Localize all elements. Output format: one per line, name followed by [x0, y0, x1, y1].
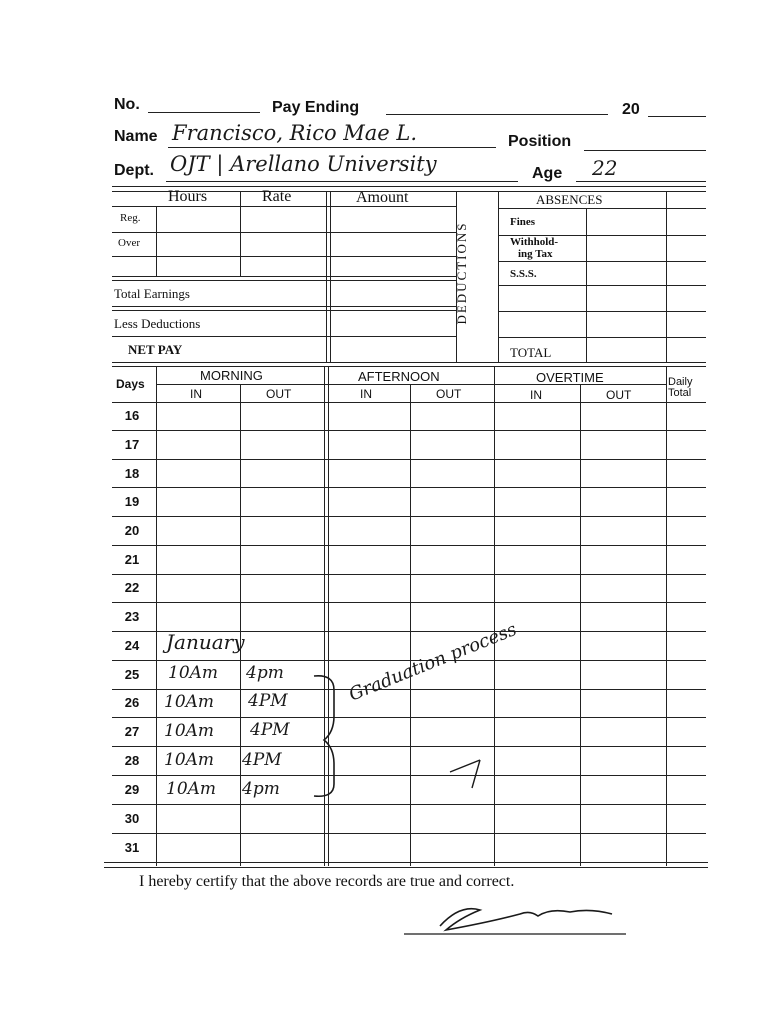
age-label: Age: [532, 165, 563, 182]
name-field-line: [168, 147, 496, 148]
day-30: 30: [124, 811, 140, 826]
afternoon-out-label: OUT: [436, 387, 462, 401]
overtime-label: OVERTIME: [536, 370, 604, 385]
entry-29-out: 4pm: [242, 779, 280, 799]
morning-out-label: OUT: [266, 387, 292, 401]
col-hours: Hours: [168, 188, 208, 205]
row-over: Over: [118, 237, 140, 249]
entry-28-in: 10Am: [164, 750, 215, 770]
position-field[interactable]: [584, 150, 706, 151]
entry-25-out: 4pm: [246, 663, 284, 683]
dept-value: OJT | Arellano University: [170, 152, 437, 176]
signature: [400, 896, 630, 940]
no-label: No.: [114, 96, 140, 113]
withholding-label-1: Withhold-: [510, 236, 559, 248]
dept-label: Dept.: [114, 162, 154, 179]
day-16: 16: [124, 408, 140, 423]
total-earnings-label: Total Earnings: [114, 286, 190, 301]
dept-field-line: [166, 181, 518, 182]
afternoon-label: AFTERNOON: [358, 369, 440, 384]
entry-25-in: 10Am: [168, 663, 219, 683]
withholding-label-2: ing Tax: [518, 248, 553, 260]
entry-24-in: January: [166, 630, 245, 654]
year-field[interactable]: [648, 116, 706, 117]
pay-ending-field[interactable]: [386, 114, 608, 115]
day-27: 27: [124, 724, 140, 739]
days-label: Days: [116, 377, 145, 391]
position-label: Position: [508, 133, 572, 150]
certify-text: I hereby certify that the above records are true and correct.: [139, 873, 515, 890]
day-20: 20: [124, 523, 140, 538]
entry-26-in: 10Am: [164, 692, 215, 712]
overtime-out-label: OUT: [606, 388, 632, 402]
daily-total-label-2: Total: [668, 387, 692, 399]
day-17: 17: [124, 437, 140, 452]
entry-28-out: 4PM: [242, 750, 282, 770]
age-field-line: [576, 181, 706, 182]
afternoon-in-label: IN: [360, 387, 372, 401]
fines-label: Fines: [510, 216, 536, 228]
less-deductions-label: Less Deductions: [114, 316, 201, 331]
day-22: 22: [124, 580, 140, 595]
day-21: 21: [124, 552, 140, 567]
col-amount: Amount: [356, 189, 409, 206]
pay-ending-label: Pay Ending: [272, 99, 360, 116]
sss-label: S.S.S.: [510, 268, 537, 280]
day-18: 18: [124, 466, 140, 481]
name-value: Francisco, Rico Mae L.: [172, 121, 418, 145]
day-25: 25: [124, 667, 140, 682]
morning-in-label: IN: [190, 387, 202, 401]
day-26: 26: [124, 695, 140, 710]
day-19: 19: [124, 494, 140, 509]
entry-27-in: 10Am: [164, 721, 215, 741]
entry-26-out: 4PM: [248, 691, 288, 711]
overtime-in-label: IN: [530, 388, 542, 402]
name-label: Name: [114, 128, 158, 145]
net-pay-label: NET PAY: [128, 342, 183, 357]
year-prefix: 20: [622, 101, 640, 118]
total-label: TOTAL: [510, 345, 552, 360]
daily-total-label-1: Daily: [668, 376, 693, 388]
deductions-vertical-label: DEDUCTIONS: [454, 221, 469, 325]
day-31: 31: [124, 840, 140, 855]
col-rate: Rate: [262, 188, 292, 205]
row-reg: Reg.: [120, 212, 141, 224]
day-28: 28: [124, 753, 140, 768]
absences-label: ABSENCES: [536, 192, 603, 207]
entry-29-in: 10Am: [166, 779, 217, 799]
day-24: 24: [124, 638, 140, 653]
morning-label: MORNING: [200, 368, 263, 383]
afternoon-note: Graduation process: [346, 618, 520, 706]
entry-27-out: 4PM: [250, 720, 290, 740]
day-29: 29: [124, 782, 140, 797]
day-23: 23: [124, 609, 140, 624]
no-field[interactable]: [148, 112, 260, 113]
age-value: 22: [592, 156, 618, 180]
